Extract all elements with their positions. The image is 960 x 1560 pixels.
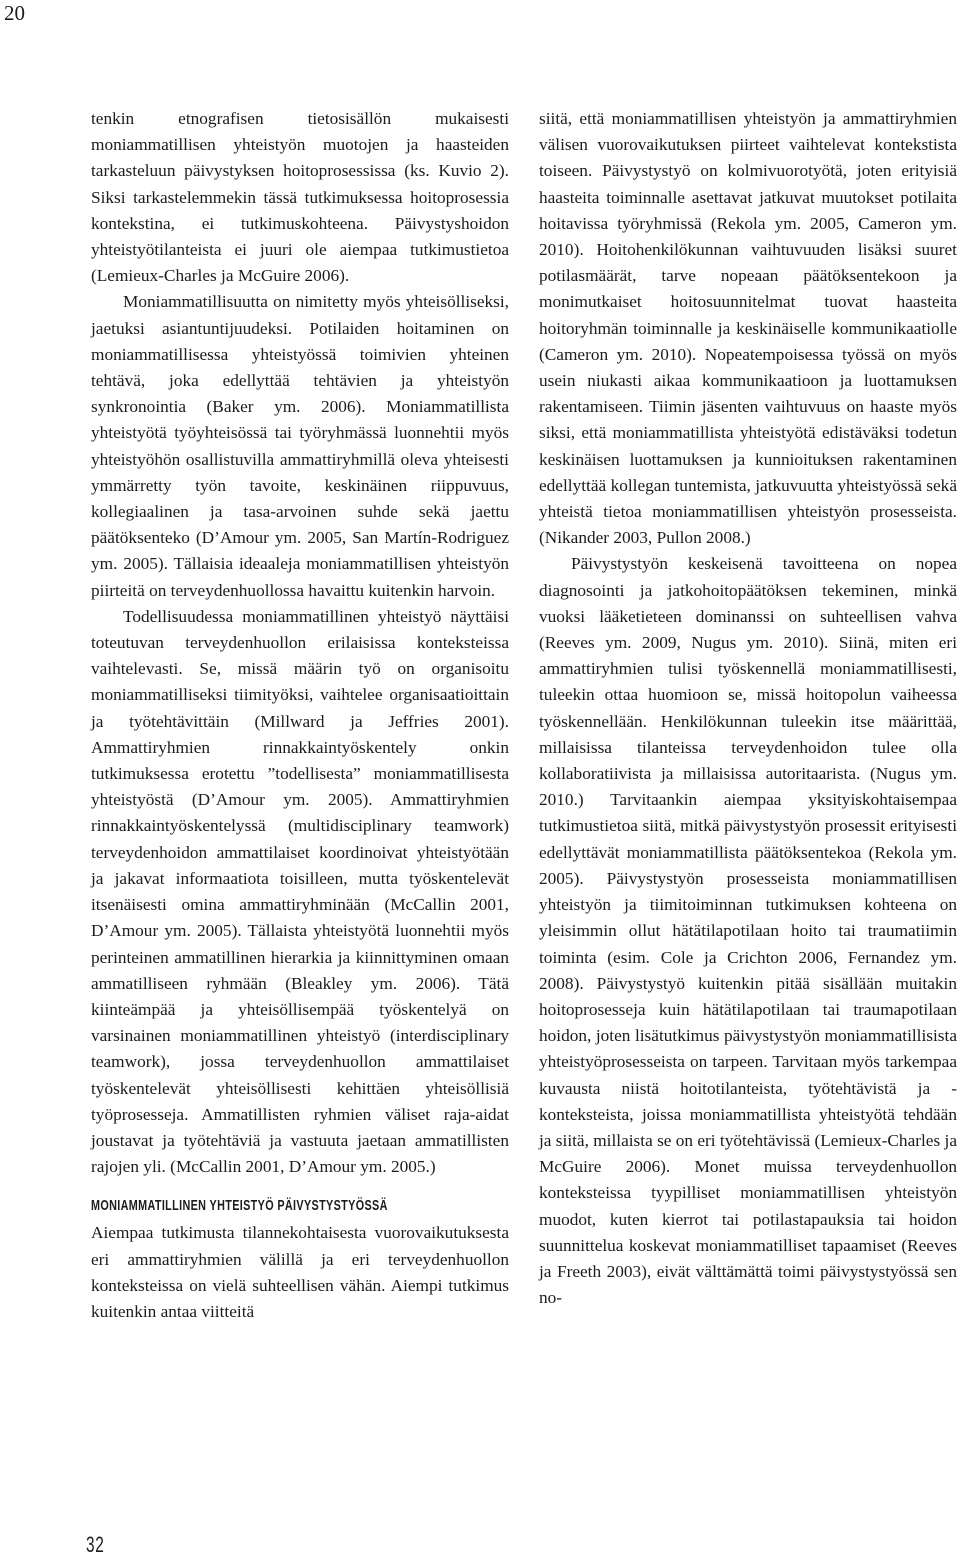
right-paragraph-1: siitä, että moniammatillisen yhteistyön ja ammattiryhmien välisen vuorovaikutuksen piirteet vaihtelevat kontekstista toiseen. Päivystystyö on kolmivuorotyötä, joten erityisiä haasteita toiminnalle asettavat jatkuvat muutokset potilaita hoitavissa työryhmissä (Rekola ym. 2005, Cameron ym. 2010). Hoitohenkilökunnan vaihtuvuuden lisäksi suuret potilasmäärät, tarve nopeaan päätöksentekoon ja monimutkaiset hoitosuunnitelmat tuovat haasteita hoitoryhmän toiminnalle ja keskinäiselle kommunikaatiolle (Cameron ym. 2010). Nopeatempoisessa työssä on myös usein niukasti aikaa kommunikaatioon ja luottamuksen rakentamiseen. Tiimin jäsenten vaihtuvuus on haaste myös siksi, että moniammatillista yhteistyötä edistäväksi todetun keskinäisen luottamuksen ja kunnioituksen rakentaminen edellyttää kollegan tuntemista, jatkuvuutta yhteistyössä sekä yhteistä tietoa moniammatillisen yhteistyön prosesseista. (Nikander 2003, Pullon 2008.) <box>539 109 957 548</box>
left-paragraph-2: Moniammatillisuutta on nimitetty myös yhteisölliseksi, jaetuksi asiantuntijuudeksi. Potilaiden hoitaminen on moniammatillisessa yhteistyössä toimivien yhteinen tehtävä, joka edellyttää tehtävien ja yhteistyön synkronointia (Baker ym. 2006). Moniammatillista yhteistyötä työyhteisössä tai työryhmässä luonnehtii myös yhteistyöhön osallistuvilla ammattiryhmillä oleva yhteisesti ymmärretty työn tavoite, keskinäinen riippuvuus, kollegiaalinen ja tasa-arvoinen suhde sekä jaettu päätöksenteko (D’Amour ym. 2005, San Martín-Rodriguez ym. 2005). Tällaisia ideaaleja moniammatillisen yhteistyön piirteitä on terveydenhuollossa havaittu kuitenkin harvoin. <box>91 292 509 600</box>
left-paragraph-3: Todellisuudessa moniammatillinen yhteistyö näyttäisi toteutuvan terveydenhuollon erilaisissa konteksteissa vaihtelevasti. Se, missä määrin työ on organisoitu moniammatilliseksi tiimityöksi, vaihtelee organisaatioittain ja työtehtävittäin (Millward ja Jeffries 2001). Ammattiryhmien rinnakkaintyöskentely onkin tutkimuksessa erotettu ”todellisesta” moniammatillisesta yhteistyöstä (D’Amour ym. 2005). Ammattiryhmien rinnakkaintyöskentelyssä (multidisciplinary teamwork) terveydenhoidon ammattilaiset koordinoivat yhteistyötään ja jakavat informaatiota toisilleen, mutta työskentelevät itsenäisesti omina ammattiryhminään (McCallin 2001, D’Amour ym. 2005). Tällaista yhteistyötä luonnehtii myös perinteinen ammatillinen hierarkia ja kiinnittyminen omaan ammatilliseen ryhmään (Bleakley ym. 2006). Tätä kiinteämpää ja yhteisöllisempää työskentelyä on varsinainen moniammatillinen yhteistyö (interdisciplinary teamwork), jossa terveydenhuollon ammattilaiset työskentelevät yhteisöllisesti kehittäen yhteisöllisiä työprosesseja. Ammatillisten ryhmien väliset raja-aidat joustavat ja työtehtäviä ja vastuuta jaetaan ammatillisten rajojen yli. (McCallin 2001, D’Amour ym. 2005.) <box>91 606 509 1177</box>
right-paragraph-2: Päivystystyön keskeisenä tavoitteena on nopea diagnosointi ja jatkohoitopäätöksen tekeminen, minkä vuoksi lääketieteen dominanssi on suhteellisen vahva (Reeves ym. 2009, Nugus ym. 2010). Siinä, miten eri ammattiryhmien tulisi työskennellä moniammatillisesti, tuleekin ottaa huomioon se, missä hoitopolun vaiheessa työskennellään. Henkilökunnan tuleekin itse määrittää, millaisissa tilanteissa terveydenhoidon tulee olla kollaboratiivista ja millaisissa autoritaarista. (Nugus ym. 2010.) Tarvitaankin aiempaa yksityiskohtaisempaa tutkimustietoa siitä, mitkä päivystystyön prosessit erityisesti edellyttävät moniammatillista päätöksentekoa (Rekola ym. 2005). Päivystystyön prosesseista moniammatillisen yhteistyön ja tiimitoiminnan tutkimuksen kohteena on yleisimmin ollut hätätilapotilaan hoito tai traumatiimin toiminta (esim. Cole ja Crichton 2006, Fernandez ym. 2008). Päivystystyö kuitenkin pitää sisällään muitakin hoitoprosesseja kuin hätätilapotilaan tai traumapotilaan hoidon, joten lisätutkimus päivystystyön moniammatillisista yhteistyöprosesseista on tarpeen. Tarvitaan myös tarkempaa kuvausta niistä hoitotilanteista, työtehtävistä ja -konteksteista, joissa moniammatillista yhteistyötä tehdään ja siitä, millaista se on eri työtehtävissä (Lemieux-Charles ja McGuire 2006). Monet muissa terveydenhuollon konteksteissa tyypilliset moniammatillisen yhteistyön muodot, kuten kierrot tai potilastapauksia tai hoidon suunnittelua koskevat moniammatilliset tapaamiset (Reeves ja Freeth 2003), eivät välttämättä toimi päivystystyössä sen no- <box>539 554 957 1308</box>
page-number-bottom: 32 <box>86 1532 105 1557</box>
left-column <box>91 106 509 1325</box>
page-number-top: 20 <box>4 1 25 25</box>
right-column <box>539 106 957 1311</box>
section-heading-text: MONIAMMATILLINEN YHTEISTYÖ PÄIVYSTYSTYÖSSÄ <box>91 1197 388 1215</box>
left-paragraph-1: tenkin etnografisen tietosisällön mukaisesti moniammatillisen yhteistyön muotojen ja haasteiden tarkasteluun päivystyksen hoitoprosessissa (ks. Kuvio 2). Siksi tarkastelemmekin tässä tutkimuksessa hoitoprosessia kontekstina, ei tutkimuskohteena. Päivystyshoidon yhteistyötilanteista ei juuri ole aiempaa tutkimustietoa (Lemieux-Charles ja McGuire 2006). <box>91 109 509 286</box>
left-paragraph-4: Aiempaa tutkimusta tilannekohtaisesta vuorovaikutuksesta eri ammattiryhmien välillä ja eri terveydenhuollon konteksteissa on vielä suhteellisen vähän. Aiempi tutkimus kuitenkin antaa viitteitä <box>91 1223 509 1321</box>
section-heading <box>91 1195 509 1217</box>
